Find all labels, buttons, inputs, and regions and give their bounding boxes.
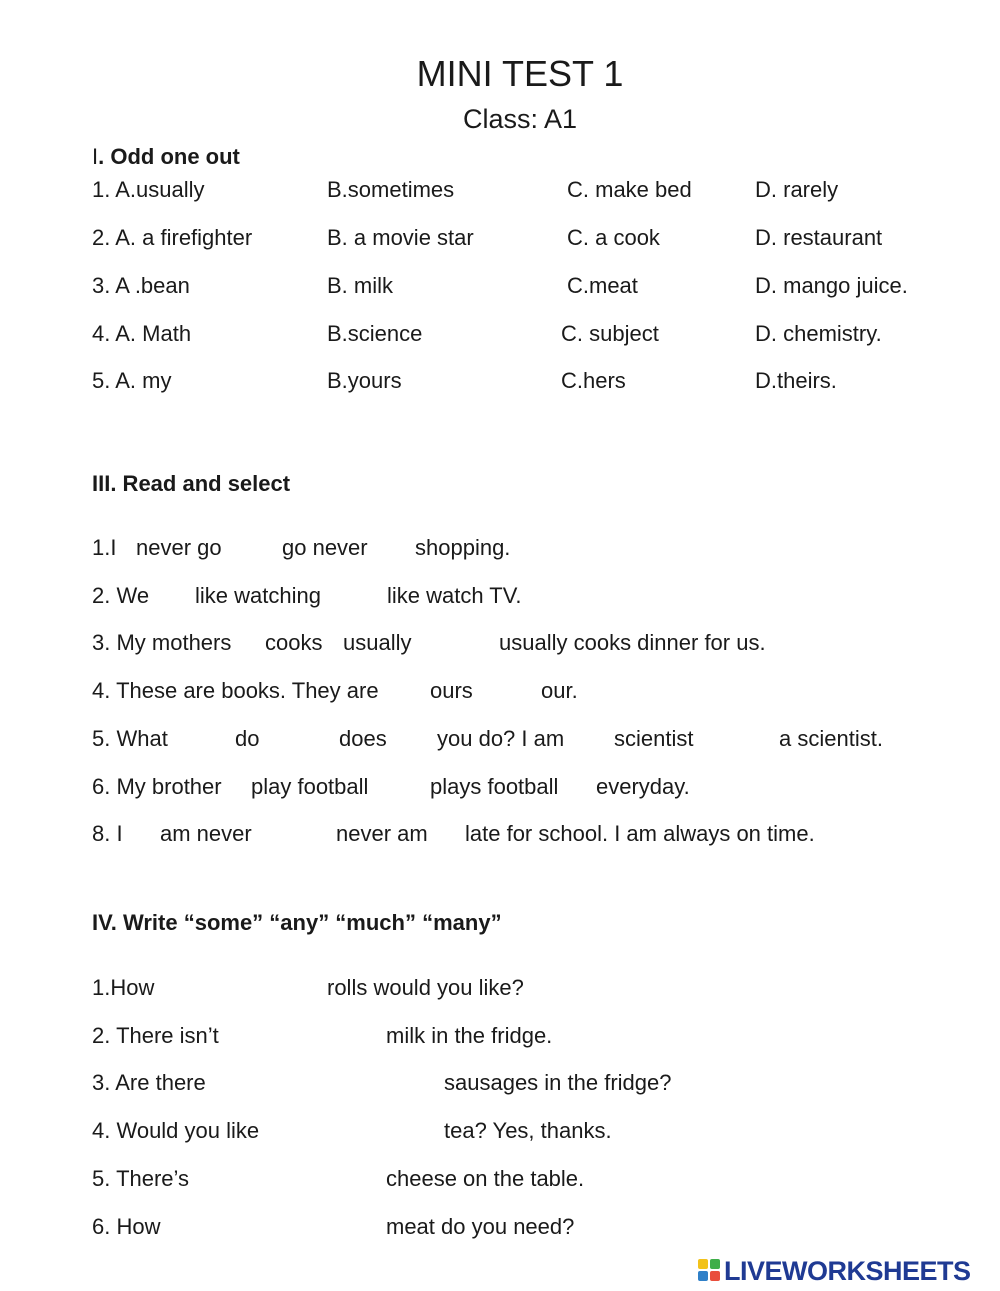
option-b: B.yours (327, 368, 402, 393)
option-d: D. restaurant (755, 225, 883, 250)
sentence-start: 5. There’s (92, 1166, 190, 1191)
option-a: 4. A. Math (92, 321, 192, 346)
option-b: B.science (327, 321, 423, 346)
logo-square-1 (698, 1259, 708, 1269)
page-title: MINI TEST 1 (416, 53, 624, 94)
section-4-heading: IV. Write “some” “any” “much” “many” (92, 910, 502, 935)
logo-square-4 (710, 1271, 720, 1281)
logo-square-3 (698, 1271, 708, 1281)
liveworksheets-logo (698, 1257, 994, 1285)
sentence-end: shopping. (415, 535, 511, 560)
option-c: C.hers (561, 368, 626, 393)
sentence-start: 3. Are there (92, 1070, 206, 1095)
sentence-start: 5. What (92, 726, 168, 751)
choice-1[interactable]: cooks (265, 630, 323, 655)
sentence-end: late for school. I am always on time. (465, 821, 815, 846)
sentence-start: 2. We (92, 583, 150, 608)
option-b: B. milk (327, 273, 393, 298)
choice-2[interactable]: our. (541, 678, 578, 703)
choice-4[interactable]: a scientist. (779, 726, 883, 751)
sentence-middle: you do? I am (437, 726, 565, 751)
logo-text: LIVEWORKSHEETS (724, 1256, 971, 1286)
logo-square-2 (710, 1259, 720, 1269)
sentence-start: 1.I (92, 535, 117, 560)
choice-1[interactable]: am never (160, 821, 252, 846)
option-c: C. subject (561, 321, 659, 346)
sentence-start: 6. How (92, 1214, 161, 1239)
section-1-heading (92, 144, 240, 170)
class-label: Class: A1 (462, 104, 578, 134)
choice-2[interactable]: never am (336, 821, 428, 846)
sentence-end: tea? Yes, thanks. (444, 1118, 612, 1143)
sentence-start: 2. There isn’t (92, 1023, 219, 1048)
sentence-end: everyday. (596, 774, 690, 799)
option-a: 3. A .bean (92, 273, 190, 298)
option-b: B.sometimes (327, 177, 455, 202)
option-a: 5. A. my (92, 368, 172, 393)
option-d: D. rarely (755, 177, 839, 202)
option-a: 1. A.usually (92, 177, 205, 202)
option-b: B. a movie star (327, 225, 474, 250)
option-a: 2. A. a firefighter (92, 225, 253, 250)
choice-2[interactable]: plays football (430, 774, 559, 799)
sentence-end: sausages in the fridge? (444, 1070, 672, 1095)
section-1-title: . Odd one out (98, 144, 240, 169)
choice-2[interactable]: like watch TV. (387, 583, 522, 608)
option-c: C. a cook (567, 225, 660, 250)
sentence-end: cheese on the table. (386, 1166, 585, 1191)
option-d: D. chemistry. (755, 321, 882, 346)
sentence-start: 3. My mothers (92, 630, 232, 655)
option-c: C. make bed (567, 177, 692, 202)
choice-1[interactable]: play football (251, 774, 369, 799)
logo-grid-icon (698, 1259, 720, 1281)
sentence-start: 6. My brother (92, 774, 222, 799)
sentence-start: 8. I (92, 821, 123, 846)
choice-1[interactable]: never go (136, 535, 222, 560)
sentence-start: 4. Would you like (92, 1118, 260, 1143)
sentence-end: meat do you need? (386, 1214, 575, 1239)
option-c: C.meat (567, 273, 638, 298)
choice-1[interactable]: do (235, 726, 260, 751)
sentence-end: rolls would you like? (327, 975, 524, 1000)
option-d: D.theirs. (755, 368, 837, 393)
choice-2[interactable]: does (339, 726, 387, 751)
sentence-start: 1.How (92, 975, 155, 1000)
choice-2[interactable]: usually (343, 630, 412, 655)
choice-1[interactable]: like watching (195, 583, 321, 608)
choice-1[interactable]: ours (430, 678, 473, 703)
sentence-start: 4. These are books. They are (92, 678, 379, 703)
sentence-end: usually cooks dinner for us. (499, 630, 766, 655)
option-d: D. mango juice. (755, 273, 908, 298)
sentence-end: milk in the fridge. (386, 1023, 553, 1048)
section-1-roman: I (92, 144, 99, 169)
section-3-heading: III. Read and select (92, 471, 291, 496)
choice-2[interactable]: go never (282, 535, 368, 560)
choice-3[interactable]: scientist (614, 726, 694, 751)
